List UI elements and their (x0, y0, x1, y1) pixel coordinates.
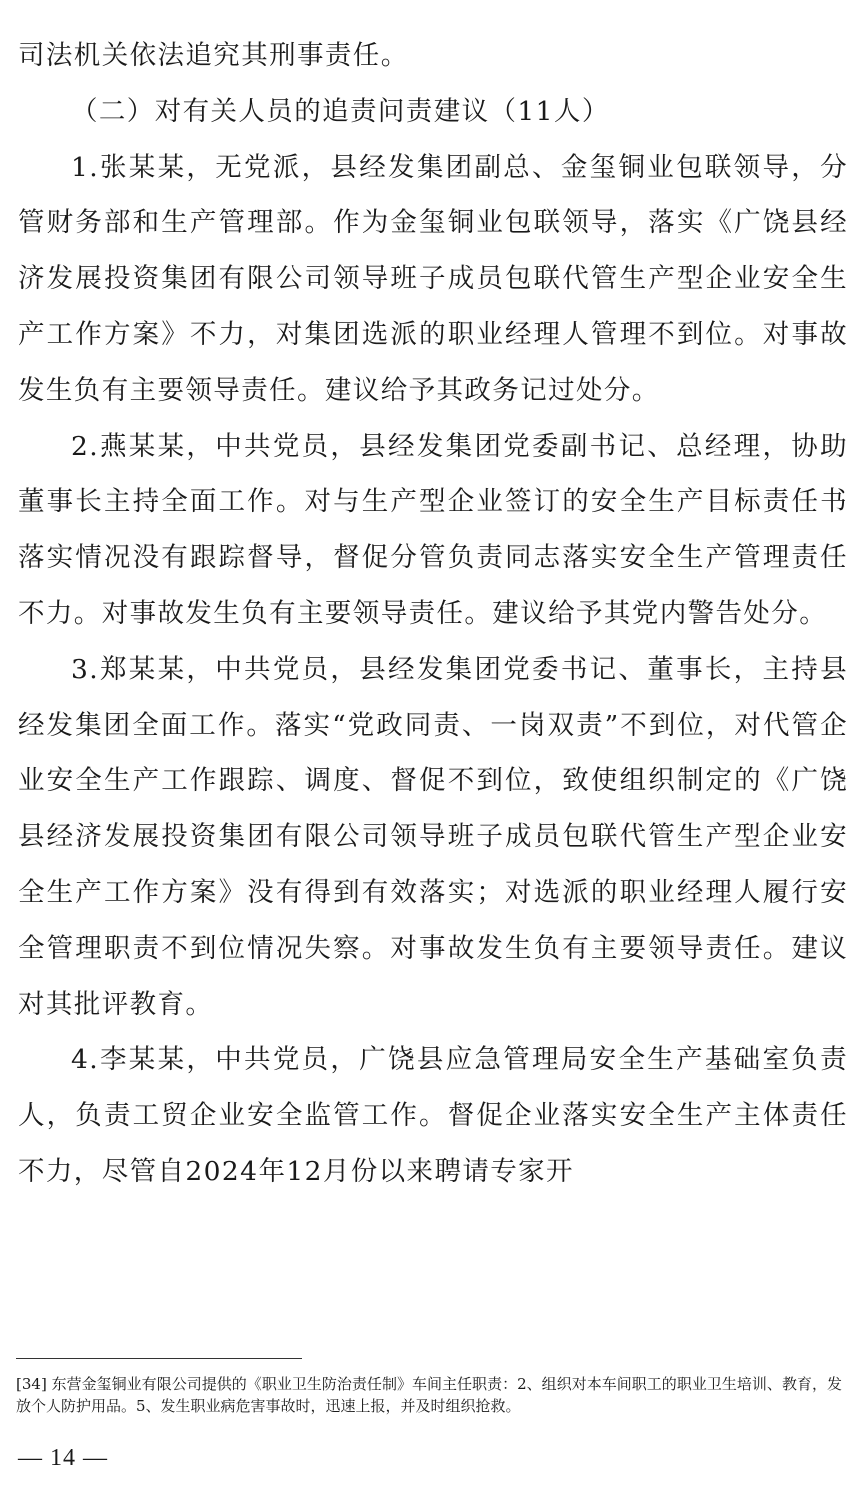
footnote-divider (16, 1358, 302, 1359)
paragraph-continuation: 司法机关依法追究其刑事责任。 (18, 40, 409, 71)
paragraph-item-3: 3.郑某某，中共党员，县经发集团党委书记、董事长，主持县经发集团全面工作。落实“党政同责、一岗双责”不到位，对代管企业安全生产工作跟踪、调度、督促不到位，致使组织制定的《广饶县经济发展投资集团有限公司领导班子成员包联代管生产型企业安全生产工作方案》没有得到有效落实；对选派的职业经理人履行安全管理职责不到位情况失察。对事故发生负有主要领导责任。建议对其批评教育。 (18, 653, 848, 1020)
footnote: [34] 东营金玺铜业有限公司提供的《职业卫生防治责任制》车间主任职责：2、组织对本车间职工的职业卫生培训、教育，发放个人防护用品。5、发生职业病危害事故时，迅速上报，并及时组织抢救。 (16, 1375, 842, 1415)
page-number: — 14 — (18, 1445, 108, 1471)
paragraph-item-1: 1.张某某，无党派，县经发集团副总、金玺铜业包联领导，分管财务部和生产管理部。作为金玺铜业包联领导，落实《广饶县经济发展投资集团有限公司领导班子成员包联代管生产型企业安全生产工作方案》不力，对集团选派的职业经理人管理不到位。对事故发生负有主要领导责任。建议给予其政务记过处分。 (18, 151, 848, 406)
paragraph-item-4: 4.李某某，中共党员，广饶县应急管理局安全生产基础室负责人，负责工贸企业安全监管工作。督促企业落实安全生产主体责任不力，尽管自2024年12月份以来聘请专家开 (18, 1044, 848, 1187)
body-text (18, 28, 848, 1200)
paragraph-item-2: 2.燕某某，中共党员，县经发集团党委副书记、总经理，协助董事长主持全面工作。对与生产型企业签订的安全生产目标责任书落实情况没有跟踪督导，督促分管负责同志落实安全生产管理责任不力。对事故发生负有主要领导责任。建议给予其党内警告处分。 (18, 430, 848, 629)
section-heading: （二）对有关人员的追责问责建议（11人） (71, 95, 610, 127)
